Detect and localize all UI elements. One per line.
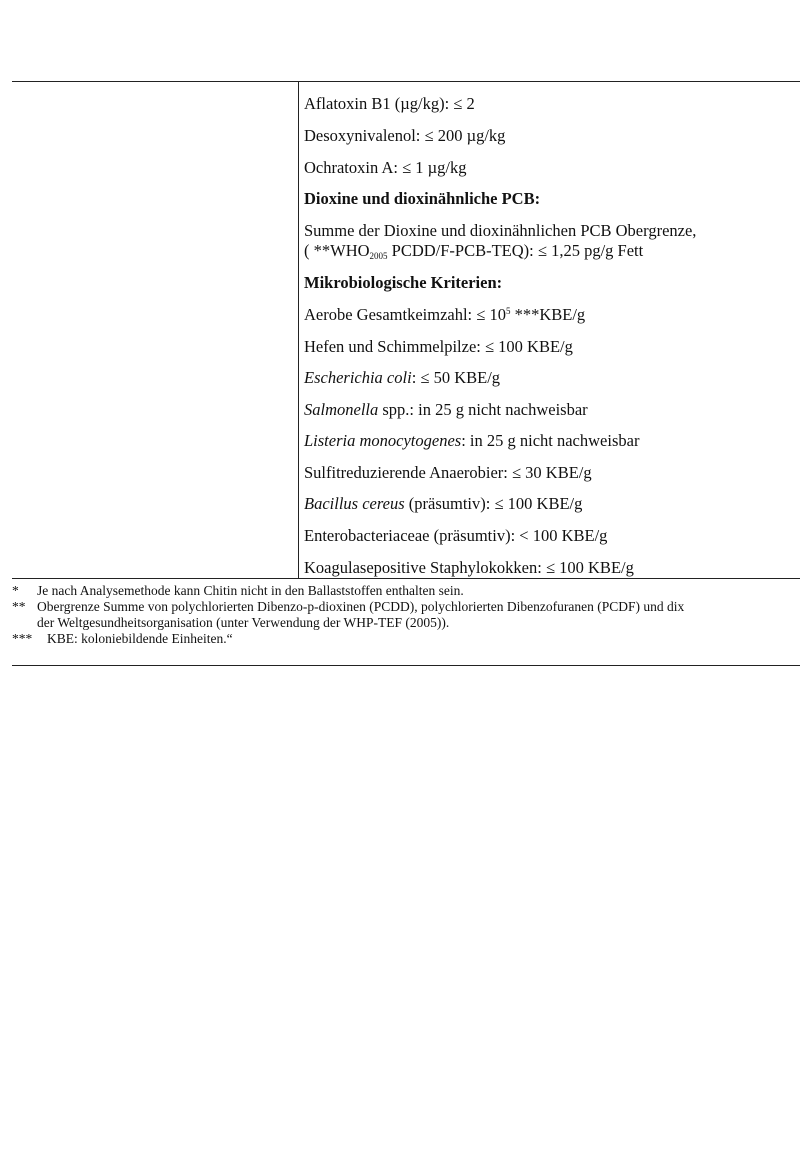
row-text-after: : ≤ 50 KBE/g — [411, 368, 501, 387]
row-text: Aerobe Gesamtkeimzahl: ≤ 10 — [304, 305, 506, 324]
row-species-name: Listeria monocytogenes — [304, 431, 462, 450]
row-anaerobier — [304, 463, 800, 483]
row-text-after: (präsumtiv): ≤ 100 KBE/g — [404, 494, 583, 513]
footnote-text: KBE: koloniebildende Einheiten.“ — [47, 631, 233, 646]
row-salmonella — [304, 400, 800, 420]
row-text-after: PCDD/F-PCB-TEQ): ≤ 1,25 pg/g Fett — [387, 241, 644, 260]
row-ochratoxin — [304, 158, 800, 178]
footnote-mark: ** — [12, 599, 26, 614]
table-left-column — [12, 82, 298, 578]
section-heading-dioxine — [304, 189, 800, 209]
row-hefen — [304, 337, 800, 357]
row-text: Sulfitreduzierende Anaerobier: ≤ 30 KBE/g — [304, 463, 592, 482]
footnote-text: der Weltgesundheitsorganisation (unter Verwendung der WHP-TEF (2005)). — [37, 615, 450, 630]
row-text: Koagulasepositive Staphylokokken: ≤ 100 KBE/g — [304, 558, 634, 577]
row-aflatoxin — [304, 94, 800, 114]
footnote-mark: *** — [12, 631, 33, 646]
row-dioxine-sum-line1 — [304, 221, 800, 241]
footnote-continuation — [12, 615, 800, 631]
row-text-after: spp.: in 25 g nicht nachweisbar — [378, 400, 588, 419]
row-text: Hefen und Schimmelpilze: ≤ 100 KBE/g — [304, 337, 573, 356]
row-species-name: Bacillus cereus — [304, 494, 405, 513]
row-listeria — [304, 431, 800, 451]
footnote-mark: * — [12, 583, 19, 598]
table-right-column — [304, 82, 800, 578]
bottom-rule — [12, 665, 800, 666]
footnote — [12, 599, 800, 615]
row-text: Ochratoxin A: ≤ 1 µg/kg — [304, 158, 467, 177]
footnote-text: Obergrenze Summe von polychlorierten Dibenzo-p-dioxinen (PCDD), polychlorierten Dibenzofuranen (PCDF) und dix — [37, 599, 685, 614]
row-ecoli — [304, 368, 800, 388]
column-divider — [298, 82, 299, 578]
footnote — [12, 631, 800, 647]
row-staphylokokken — [304, 558, 800, 578]
row-text: ( **WHO — [304, 241, 370, 260]
footnotes — [12, 583, 800, 647]
row-text-after: : in 25 g nicht nachweisbar — [461, 431, 640, 450]
section-heading-mikrobiologie — [304, 273, 800, 293]
row-text: Dioxine und dioxinähnliche PCB: — [304, 189, 541, 208]
row-text: Aflatoxin B1 (µg/kg): ≤ 2 — [304, 94, 475, 113]
row-desoxynivalenol — [304, 126, 800, 146]
row-subscript: 2005 — [369, 251, 388, 261]
row-gesamtkeimzahl — [304, 305, 800, 325]
row-superscript: 5 — [505, 306, 511, 316]
criteria-table — [12, 81, 800, 579]
footnote — [12, 583, 800, 599]
row-species-name: Escherichia coli — [304, 368, 412, 387]
row-text-after: ***KBE/g — [510, 305, 586, 324]
row-bacillus — [304, 494, 800, 514]
row-species-name: Salmonella — [304, 400, 379, 419]
row-text: Enterobacteriaceae (präsumtiv): < 100 KBE/g — [304, 526, 608, 545]
row-enterobacteriaceae — [304, 526, 800, 546]
row-dioxine-sum-line2 — [304, 241, 800, 261]
row-text: Summe der Dioxine und dioxinähnlichen PCB Obergrenze, — [304, 221, 697, 240]
footnote-text: Je nach Analysemethode kann Chitin nicht in den Ballaststoffen enthalten sein. — [37, 583, 464, 598]
row-text: Mikrobiologische Kriterien: — [304, 273, 503, 292]
row-text: Desoxynivalenol: ≤ 200 µg/kg — [304, 126, 506, 145]
